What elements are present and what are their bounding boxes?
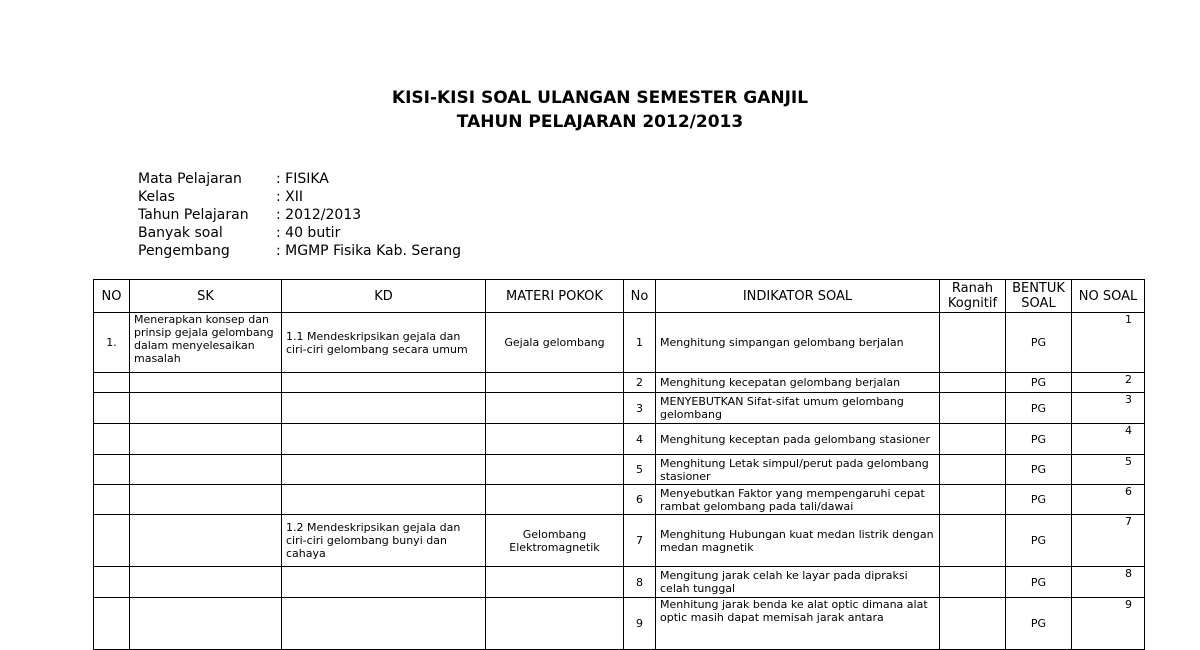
cell-no-soal: 8 bbox=[1072, 567, 1145, 598]
meta-value: : XII bbox=[276, 189, 304, 205]
header-kd: KD bbox=[282, 280, 486, 313]
cell-materi bbox=[486, 455, 624, 485]
cell-sk bbox=[130, 393, 282, 424]
cell-indikator: Menghitung keceptan pada gelombang stasioner bbox=[656, 424, 940, 455]
table-row bbox=[94, 373, 1145, 393]
cell-materi bbox=[486, 485, 624, 515]
cell-sk bbox=[130, 373, 282, 393]
cell-no-soal: 6 bbox=[1072, 485, 1145, 515]
cell-sk: Menerapkan konsep dan prinsip gejala gelombang dalam menyelesaikan masalah bbox=[130, 313, 282, 373]
cell-materi bbox=[486, 598, 624, 650]
cell-no bbox=[94, 393, 130, 424]
cell-indikator: MENYEBUTKAN Sifat-sifat umum gelombang gelombang bbox=[656, 393, 940, 424]
cell-no2: 4 bbox=[624, 424, 656, 455]
cell-no2: 9 bbox=[624, 598, 656, 650]
cell-no-soal: 9 bbox=[1072, 598, 1145, 650]
cell-materi: Gelombang Elektromagnetik bbox=[486, 515, 624, 567]
meta-value: : FISIKA bbox=[276, 171, 329, 187]
cell-no2: 5 bbox=[624, 455, 656, 485]
cell-no2: 1 bbox=[624, 313, 656, 373]
table-row bbox=[94, 393, 1145, 424]
table-row bbox=[94, 567, 1145, 598]
cell-ranah bbox=[940, 598, 1006, 650]
cell-sk bbox=[130, 455, 282, 485]
cell-kd bbox=[282, 567, 486, 598]
cell-ranah bbox=[940, 485, 1006, 515]
cell-indikator: Menghitung Letak simpul/perut pada gelombang stasioner bbox=[656, 455, 940, 485]
cell-no bbox=[94, 424, 130, 455]
cell-bentuk: PG bbox=[1006, 515, 1072, 567]
cell-no bbox=[94, 485, 130, 515]
cell-no bbox=[94, 567, 130, 598]
header-no2: No bbox=[624, 280, 656, 313]
cell-ranah bbox=[940, 515, 1006, 567]
cell-bentuk: PG bbox=[1006, 424, 1072, 455]
meta-label: Banyak soal bbox=[138, 225, 223, 241]
cell-no bbox=[94, 455, 130, 485]
kisi-table bbox=[93, 279, 1145, 650]
cell-sk bbox=[130, 424, 282, 455]
cell-materi: Gejala gelombang bbox=[486, 313, 624, 373]
meta-value: : 40 butir bbox=[276, 225, 341, 241]
header-ranah: Ranah Kognitif bbox=[940, 280, 1006, 313]
table-row bbox=[94, 485, 1145, 515]
cell-no: 1. bbox=[94, 313, 130, 373]
table-row bbox=[94, 424, 1145, 455]
cell-ranah bbox=[940, 455, 1006, 485]
meta-row bbox=[138, 170, 461, 188]
meta-row bbox=[138, 242, 461, 260]
cell-sk bbox=[130, 515, 282, 567]
meta-value: : 2012/2013 bbox=[276, 207, 362, 223]
cell-no-soal: 5 bbox=[1072, 455, 1145, 485]
cell-sk bbox=[130, 485, 282, 515]
cell-materi bbox=[486, 567, 624, 598]
cell-kd bbox=[282, 485, 486, 515]
cell-no2: 3 bbox=[624, 393, 656, 424]
cell-kd: 1.1 Mendeskripsikan gejala dan ciri-ciri gelombang secara umum bbox=[282, 313, 486, 373]
cell-indikator: Menghitung Hubungan kuat medan listrik dengan medan magnetik bbox=[656, 515, 940, 567]
cell-indikator: Menyebutkan Faktor yang mempengaruhi cepat rambat gelombang pada tali/dawai bbox=[656, 485, 940, 515]
cell-materi bbox=[486, 424, 624, 455]
cell-kd bbox=[282, 424, 486, 455]
cell-no2: 6 bbox=[624, 485, 656, 515]
cell-indikator: Mengitung jarak celah ke layar pada dipraksi celah tunggal bbox=[656, 567, 940, 598]
cell-no2: 7 bbox=[624, 515, 656, 567]
header-materi: MATERI POKOK bbox=[486, 280, 624, 313]
cell-ranah bbox=[940, 373, 1006, 393]
header-indikator: INDIKATOR SOAL bbox=[656, 280, 940, 313]
cell-ranah bbox=[940, 567, 1006, 598]
meta-row bbox=[138, 188, 461, 206]
cell-kd bbox=[282, 455, 486, 485]
meta-value: : MGMP Fisika Kab. Serang bbox=[276, 243, 461, 259]
cell-bentuk: PG bbox=[1006, 598, 1072, 650]
meta-label: Kelas bbox=[138, 189, 175, 205]
document-title: KISI-KISI SOAL ULANGAN SEMESTER GANJIL bbox=[391, 88, 809, 108]
cell-bentuk: PG bbox=[1006, 393, 1072, 424]
table-row bbox=[94, 455, 1145, 485]
cell-bentuk: PG bbox=[1006, 313, 1072, 373]
cell-indikator: Menhitung jarak benda ke alat optic dimana alat optic masih dapat memisah jarak antara bbox=[656, 598, 940, 650]
header-no-soal: NO SOAL bbox=[1072, 280, 1145, 313]
table-row bbox=[94, 515, 1145, 567]
document-subtitle: TAHUN PELAJARAN 2012/2013 bbox=[456, 112, 744, 132]
cell-no bbox=[94, 373, 130, 393]
cell-ranah bbox=[940, 313, 1006, 373]
cell-no-soal: 4 bbox=[1072, 424, 1145, 455]
cell-no-soal: 1 bbox=[1072, 313, 1145, 373]
cell-no-soal: 7 bbox=[1072, 515, 1145, 567]
cell-kd bbox=[282, 393, 486, 424]
meta-row bbox=[138, 206, 461, 224]
cell-no bbox=[94, 515, 130, 567]
cell-kd: 1.2 Mendeskripsikan gejala dan ciri-ciri gelombang bunyi dan cahaya bbox=[282, 515, 486, 567]
cell-kd bbox=[282, 598, 486, 650]
table-row bbox=[94, 313, 1145, 373]
header-bentuk: BENTUK SOAL bbox=[1006, 280, 1072, 313]
cell-indikator: Menghitung simpangan gelombang berjalan bbox=[656, 313, 940, 373]
cell-no2: 2 bbox=[624, 373, 656, 393]
cell-bentuk: PG bbox=[1006, 485, 1072, 515]
table-header-row bbox=[94, 280, 1145, 313]
meta-info bbox=[138, 170, 461, 260]
meta-label: Pengembang bbox=[138, 243, 230, 259]
meta-row bbox=[138, 224, 461, 242]
cell-no-soal: 2 bbox=[1072, 373, 1145, 393]
cell-ranah bbox=[940, 424, 1006, 455]
header-no: NO bbox=[94, 280, 130, 313]
cell-sk bbox=[130, 598, 282, 650]
cell-no-soal: 3 bbox=[1072, 393, 1145, 424]
header-sk: SK bbox=[130, 280, 282, 313]
cell-kd bbox=[282, 373, 486, 393]
cell-bentuk: PG bbox=[1006, 373, 1072, 393]
cell-indikator: Menghitung kecepatan gelombang berjalan bbox=[656, 373, 940, 393]
meta-label: Tahun Pelajaran bbox=[138, 207, 249, 223]
cell-bentuk: PG bbox=[1006, 567, 1072, 598]
table-row bbox=[94, 598, 1145, 650]
cell-sk bbox=[130, 567, 282, 598]
cell-bentuk: PG bbox=[1006, 455, 1072, 485]
meta-label: Mata Pelajaran bbox=[138, 171, 242, 187]
cell-materi bbox=[486, 373, 624, 393]
cell-no bbox=[94, 598, 130, 650]
cell-ranah bbox=[940, 393, 1006, 424]
cell-no2: 8 bbox=[624, 567, 656, 598]
cell-materi bbox=[486, 393, 624, 424]
